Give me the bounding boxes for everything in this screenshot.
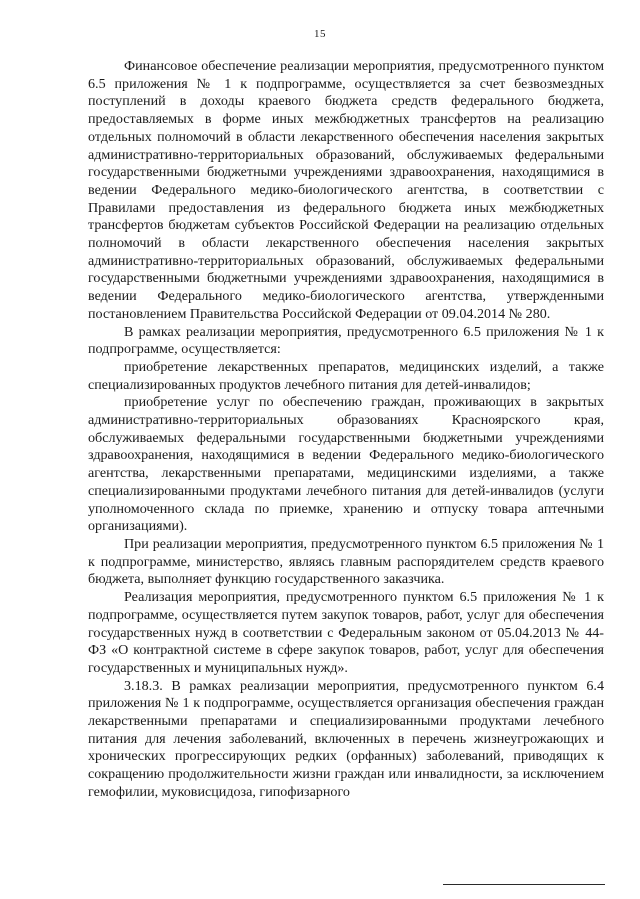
paragraph-purchase-drugs: приобретение лекарственных препаратов, медицинских изделий, а также специализированных продуктов лечебного питания для детей-инвалидов;: [88, 358, 604, 393]
paragraph-measures-intro: В рамках реализации мероприятия, предусмотренного 6.5 приложения № 1 к подпрограмме, осуществляется:: [88, 323, 604, 358]
footer-divider: [443, 884, 605, 885]
paragraph-financing: Финансовое обеспечение реализации мероприятия, предусмотренного пунктом 6.5 приложения № 1 к подпрограмме, осуществляется за счет безвозмездных поступлений в доходы краевого бюджета средств федерального бюджета, предоставляемых в форме иных межбюджетных трансфертов на реализацию отдельных полномочий в области лекарственного обеспечения населения закрытых административно-территориальных образований, обслуживаемых федеральными государственными бюджетными учреждениями здравоохранения, находящимися в ведении Федерального медико-биологического агентства, в соответствии с Правилами предоставления из федерального бюджета иных межбюджетных трансфертов бюджетам субъектов Российской Федерации на реализацию отдельных полномочий в области лекарственного обеспечения населения закрытых административно-территориальных образований, обслуживаемых федеральными государственными бюджетными учреждениями здравоохранения, находящимися в ведении Федерального медико-биологического агентства, утвержденными постановлением Правительства Российской Федерации от 09.04.2014 № 280.: [88, 58, 604, 322]
paragraph-procurement: Реализация мероприятия, предусмотренного пунктом 6.5 приложения № 1 к подпрограмме, осуществляется путем закупок товаров, работ, услуг для обеспечения государственных нужд в соответствии с Федеральным законом от 05.04.2013 № 44-ФЗ «О контрактной системе в сфере закупок товаров, работ, услуг для обеспечения государственных и муниципальных нужд».: [88, 589, 604, 676]
document-body: [88, 58, 604, 802]
paragraph-section-3-18-3: 3.18.3. В рамках реализации мероприятия, предусмотренного пунктом 6.4 приложения № 1 к подпрограмме, осуществляется организация обеспечения граждан лекарственными препаратами и специализированными продуктами лечебного питания для лечения заболеваний, включенных в перечень жизнеугрожающих и хронических прогрессирующих редких (орфанных) заболеваний, приводящих к сокращению продолжительности жизни граждан или инвалидности, за исключением гемофилии, муковисцидоза, гипофизарного: [88, 677, 604, 800]
page-number: 15: [314, 28, 326, 40]
paragraph-purchase-services: приобретение услуг по обеспечению граждан, проживающих в закрытых административно-территориальных образованиях Красноярского края, обслуживаемых федеральными государственными бюджетными учреждениями здравоохранения, находящимися в ведении Федерального медико-биологического агентства, лекарственными препаратами, медицинскими изделиями, а также специализированными продуктами лечебного питания для детей-инвалидов (услуги уполномоченного склада по приемке, хранению и отпуску товара аптечными организациями).: [88, 394, 604, 535]
paragraph-ministry-role: При реализации мероприятия, предусмотренного пунктом 6.5 приложения № 1 к подпрограмме, министерство, являясь главным распорядителем средств краевого бюджета, выполняет функцию государственного заказчика.: [88, 535, 604, 588]
